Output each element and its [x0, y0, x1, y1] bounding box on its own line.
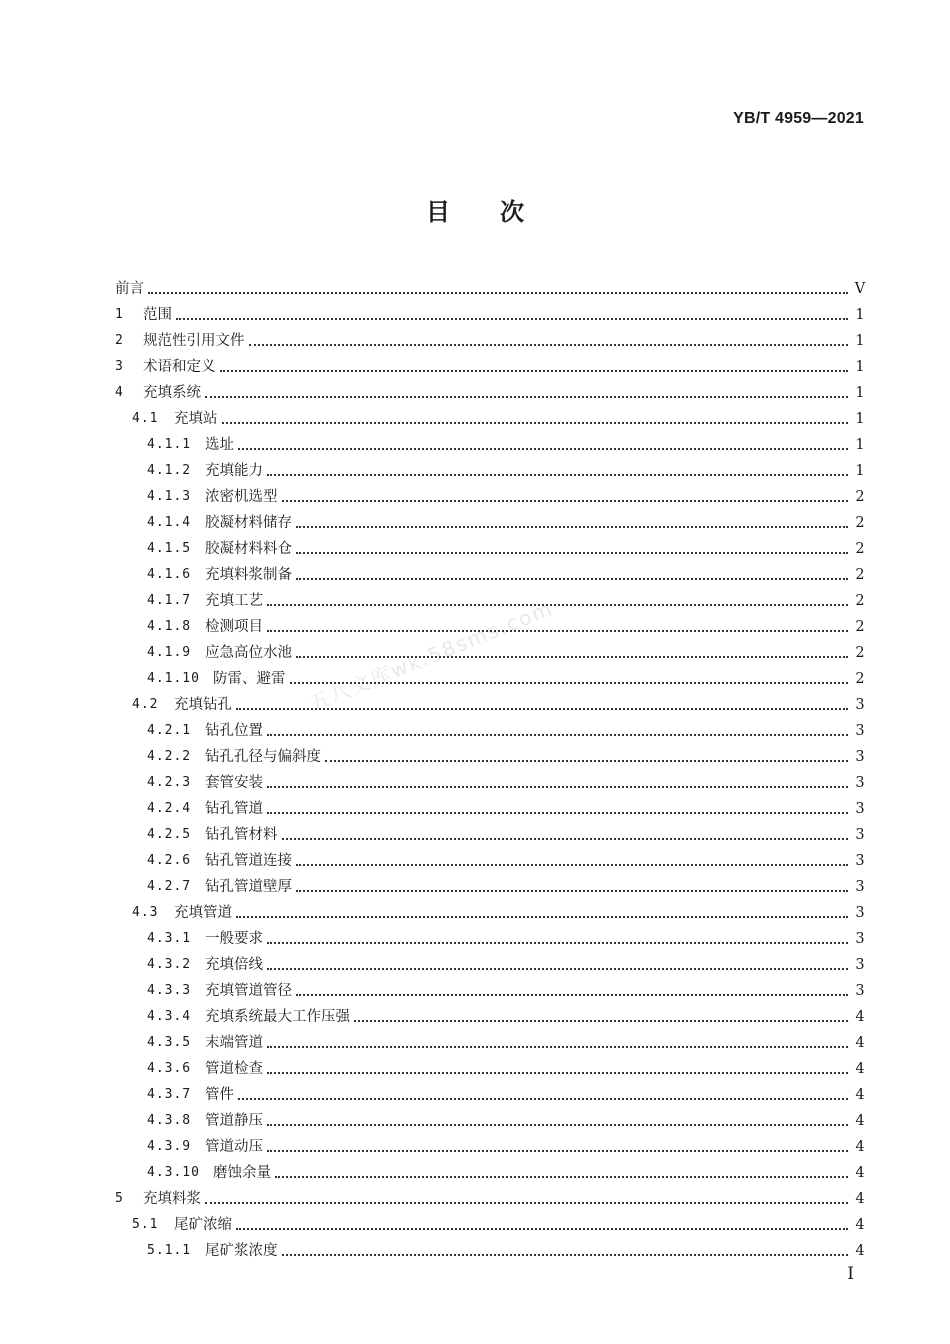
dot-leader	[296, 890, 848, 892]
document-code: YB/T 4959—2021	[733, 110, 864, 127]
dot-leader	[296, 994, 848, 996]
toc-entry-number: 4.1.10	[147, 671, 200, 686]
toc-entry-page: 3	[855, 853, 865, 869]
toc-entry-number: 4.3.2	[147, 957, 192, 972]
toc-entry-title: 充填系统最大工作压强	[205, 1009, 350, 1025]
toc-entry-title: 充填工艺	[205, 593, 263, 609]
toc-entry[interactable]	[115, 428, 866, 454]
toc-entry-title: 应急高位水池	[205, 645, 292, 661]
toc-entry[interactable]	[115, 532, 866, 558]
toc-entry[interactable]	[115, 376, 866, 402]
toc-entry-title: 钻孔孔径与偏斜度	[205, 749, 321, 765]
toc-entry-title: 钻孔管材料	[205, 827, 278, 843]
toc-entry-page: 3	[855, 749, 865, 765]
toc-entry-title: 前言	[115, 281, 144, 297]
page-number: I	[847, 1264, 854, 1284]
toc-entry[interactable]	[115, 662, 866, 688]
toc-entry-number: 4.3.5	[147, 1035, 192, 1050]
dot-leader	[267, 630, 848, 632]
toc-entry-page: 1	[855, 359, 865, 375]
toc-entry-title: 选址	[205, 437, 234, 453]
toc-entry-title: 充填能力	[205, 463, 263, 479]
toc-entry-number: 4.2.5	[147, 827, 192, 842]
toc-entry-number: 4.1.9	[147, 645, 192, 660]
toc-entry-page: 2	[855, 567, 865, 583]
toc-entry-title: 胶凝材料料仓	[205, 541, 292, 557]
toc-entry-page: 3	[855, 827, 865, 843]
toc-entry-page: 4	[855, 1217, 865, 1233]
toc-entry[interactable]	[115, 1234, 866, 1260]
toc-entry[interactable]	[115, 1026, 866, 1052]
toc-entry-number: 4.1.7	[147, 593, 192, 608]
dot-leader	[220, 370, 849, 372]
dot-leader	[296, 864, 848, 866]
dot-leader	[249, 344, 849, 346]
toc-entry-number: 4.3.3	[147, 983, 192, 998]
toc-entry-number: 4.1.4	[147, 515, 192, 530]
toc-entry-title: 管道动压	[205, 1139, 263, 1155]
toc-entry-page: 2	[855, 541, 865, 557]
toc-entry-title: 套管安装	[205, 775, 263, 791]
dot-leader	[267, 474, 848, 476]
toc-entry[interactable]	[115, 896, 866, 922]
toc-entry-page: 2	[855, 671, 865, 687]
toc-entry-number: 4.2.2	[147, 749, 192, 764]
toc-entry[interactable]	[115, 324, 866, 350]
toc-entry[interactable]	[115, 1208, 866, 1234]
dot-leader	[296, 526, 848, 528]
toc-entry-page: 1	[855, 437, 865, 453]
toc-entry-number: 4.2	[132, 697, 159, 712]
dot-leader	[296, 552, 848, 554]
toc-entry-number: 4.1	[132, 411, 159, 426]
dot-leader	[267, 1072, 848, 1074]
toc-entry-title: 充填倍线	[205, 957, 263, 973]
toc-entry[interactable]	[115, 1000, 866, 1026]
toc-entry-page: 4	[855, 1113, 865, 1129]
toc-entry-title: 充填系统	[143, 385, 201, 401]
dot-leader	[238, 1098, 848, 1100]
dot-leader	[325, 760, 848, 762]
toc-entry-title: 管件	[205, 1087, 234, 1103]
toc-entry[interactable]	[115, 350, 866, 376]
toc-entry-page: 2	[855, 619, 865, 635]
toc-entry-number: 5.1	[132, 1217, 159, 1232]
toc-entry-page: 3	[855, 931, 865, 947]
toc-entry-title: 充填管道管径	[205, 983, 292, 999]
toc-entry-page: 2	[855, 515, 865, 531]
toc-entry-number: 1	[115, 307, 124, 322]
toc-entry[interactable]	[115, 766, 866, 792]
toc-entry-number: 4.3.7	[147, 1087, 192, 1102]
toc-entry-page: 1	[855, 411, 865, 427]
toc-entry-page: 4	[855, 1191, 865, 1207]
toc-entry-page: 4	[855, 1139, 865, 1155]
toc-entry-number: 4	[115, 385, 124, 400]
toc-entry[interactable]	[115, 740, 866, 766]
toc-entry-number: 5	[115, 1191, 124, 1206]
toc-entry-page: V	[854, 281, 866, 297]
table-of-contents	[115, 272, 866, 1260]
toc-entry[interactable]	[115, 1182, 866, 1208]
toc-entry-number: 4.2.3	[147, 775, 192, 790]
toc-entry-title: 充填站	[174, 411, 218, 427]
dot-leader	[236, 1228, 848, 1230]
toc-entry[interactable]	[115, 272, 866, 298]
dot-leader	[354, 1020, 848, 1022]
toc-entry-page: 2	[855, 489, 865, 505]
page-title	[0, 192, 950, 227]
toc-entry-title: 末端管道	[205, 1035, 263, 1051]
toc-entry-page: 4	[855, 1243, 865, 1259]
toc-entry[interactable]	[115, 558, 866, 584]
toc-entry-title: 浓密机选型	[205, 489, 278, 505]
toc-entry[interactable]	[115, 298, 866, 324]
toc-entry-title: 充填料浆制备	[205, 567, 292, 583]
toc-entry-title: 一般要求	[205, 931, 263, 947]
toc-entry[interactable]	[115, 948, 866, 974]
toc-entry-title: 钻孔位置	[205, 723, 263, 739]
toc-entry-page: 1	[855, 463, 865, 479]
toc-entry[interactable]	[115, 1156, 866, 1182]
dot-leader	[267, 1046, 848, 1048]
toc-entry-title: 尾矿浆浓度	[205, 1243, 278, 1259]
toc-entry-title: 充填料浆	[143, 1191, 201, 1207]
toc-entry-title: 钻孔管道	[205, 801, 263, 817]
dot-leader	[222, 422, 849, 424]
toc-entry-page: 1	[855, 333, 865, 349]
toc-entry-title: 范围	[143, 307, 172, 323]
toc-entry-title: 充填钻孔	[174, 697, 232, 713]
toc-entry-number: 5.1.1	[147, 1243, 192, 1258]
toc-entry-number: 4.3.10	[147, 1165, 200, 1180]
dot-leader	[205, 396, 848, 398]
toc-entry[interactable]	[115, 922, 866, 948]
toc-entry[interactable]	[115, 1078, 866, 1104]
dot-leader	[267, 786, 848, 788]
dot-leader	[205, 1202, 848, 1204]
toc-entry-number: 2	[115, 333, 124, 348]
toc-entry-page: 4	[855, 1087, 865, 1103]
toc-entry-number: 3	[115, 359, 124, 374]
toc-entry[interactable]	[115, 506, 866, 532]
toc-entry-number: 4.3.4	[147, 1009, 192, 1024]
toc-entry-number: 4.2.1	[147, 723, 192, 738]
toc-entry-number: 4.3	[132, 905, 159, 920]
toc-entry[interactable]	[115, 636, 866, 662]
title-char-1: 目	[426, 198, 450, 226]
dot-leader	[282, 838, 849, 840]
dot-leader	[282, 1254, 849, 1256]
dot-leader	[238, 448, 848, 450]
toc-entry[interactable]	[115, 584, 866, 610]
toc-entry-number: 4.3.6	[147, 1061, 192, 1076]
dot-leader	[267, 1124, 848, 1126]
toc-entry[interactable]	[115, 870, 866, 896]
toc-entry-number: 4.3.9	[147, 1139, 192, 1154]
dot-leader	[267, 942, 848, 944]
toc-entry[interactable]	[115, 974, 866, 1000]
toc-entry-title: 检测项目	[205, 619, 263, 635]
toc-entry-page: 4	[855, 1035, 865, 1051]
dot-leader	[282, 500, 849, 502]
dot-leader	[267, 604, 848, 606]
toc-entry[interactable]	[115, 480, 866, 506]
toc-entry-number: 4.1.6	[147, 567, 192, 582]
toc-entry-number: 4.2.6	[147, 853, 192, 868]
toc-entry-page: 2	[855, 593, 865, 609]
toc-entry-page: 2	[855, 645, 865, 661]
toc-entry[interactable]	[115, 402, 866, 428]
toc-entry[interactable]	[115, 1104, 866, 1130]
toc-entry-number: 4.1.5	[147, 541, 192, 556]
toc-entry-page: 3	[855, 879, 865, 895]
toc-entry-page: 3	[855, 801, 865, 817]
toc-entry-title: 管道静压	[205, 1113, 263, 1129]
toc-entry-page: 1	[855, 385, 865, 401]
toc-entry-title: 术语和定义	[143, 359, 216, 375]
toc-entry-number: 4.3.1	[147, 931, 192, 946]
toc-entry-title: 防雷、避雷	[213, 671, 286, 687]
toc-entry-page: 4	[855, 1165, 865, 1181]
dot-leader	[176, 318, 848, 320]
toc-entry[interactable]	[115, 1130, 866, 1156]
toc-entry-page: 3	[855, 957, 865, 973]
dot-leader	[148, 292, 848, 294]
dot-leader	[296, 578, 848, 580]
toc-entry-page: 3	[855, 697, 865, 713]
toc-entry[interactable]	[115, 818, 866, 844]
dot-leader	[275, 1176, 848, 1178]
watermark: 五八文库wk.58sms.com	[305, 595, 557, 716]
toc-entry-number: 4.2.7	[147, 879, 192, 894]
dot-leader	[290, 682, 849, 684]
toc-entry[interactable]	[115, 1052, 866, 1078]
toc-entry-number: 4.1.2	[147, 463, 192, 478]
toc-entry[interactable]	[115, 714, 866, 740]
toc-entry-number: 4.2.4	[147, 801, 192, 816]
dot-leader	[296, 656, 848, 658]
dot-leader	[267, 968, 848, 970]
dot-leader	[267, 734, 848, 736]
dot-leader	[236, 916, 848, 918]
toc-entry-title: 钻孔管道壁厚	[205, 879, 292, 895]
title-char-2: 次	[500, 198, 524, 226]
dot-leader	[236, 708, 848, 710]
toc-entry-page: 3	[855, 905, 865, 921]
dot-leader	[267, 812, 848, 814]
toc-entry-page: 1	[855, 307, 865, 323]
toc-entry-page: 3	[855, 723, 865, 739]
toc-entry[interactable]	[115, 792, 866, 818]
toc-entry-page: 3	[855, 983, 865, 999]
toc-entry-number: 4.3.8	[147, 1113, 192, 1128]
toc-entry-page: 4	[855, 1009, 865, 1025]
toc-entry-page: 4	[855, 1061, 865, 1077]
toc-entry-title: 管道检查	[205, 1061, 263, 1077]
toc-entry-title: 规范性引用文件	[143, 333, 245, 349]
toc-entry-number: 4.1.3	[147, 489, 192, 504]
toc-entry[interactable]	[115, 844, 866, 870]
toc-entry-title: 磨蚀余量	[213, 1165, 271, 1181]
toc-entry-number: 4.1.8	[147, 619, 192, 634]
toc-entry-title: 尾矿浓缩	[174, 1217, 232, 1233]
dot-leader	[267, 1150, 848, 1152]
toc-entry-title: 胶凝材料储存	[205, 515, 292, 531]
toc-entry-number: 4.1.1	[147, 437, 192, 452]
toc-entry-title: 充填管道	[174, 905, 232, 921]
toc-entry[interactable]	[115, 454, 866, 480]
toc-entry[interactable]	[115, 688, 866, 714]
toc-entry-title: 钻孔管道连接	[205, 853, 292, 869]
toc-entry-page: 3	[855, 775, 865, 791]
toc-entry[interactable]	[115, 610, 866, 636]
